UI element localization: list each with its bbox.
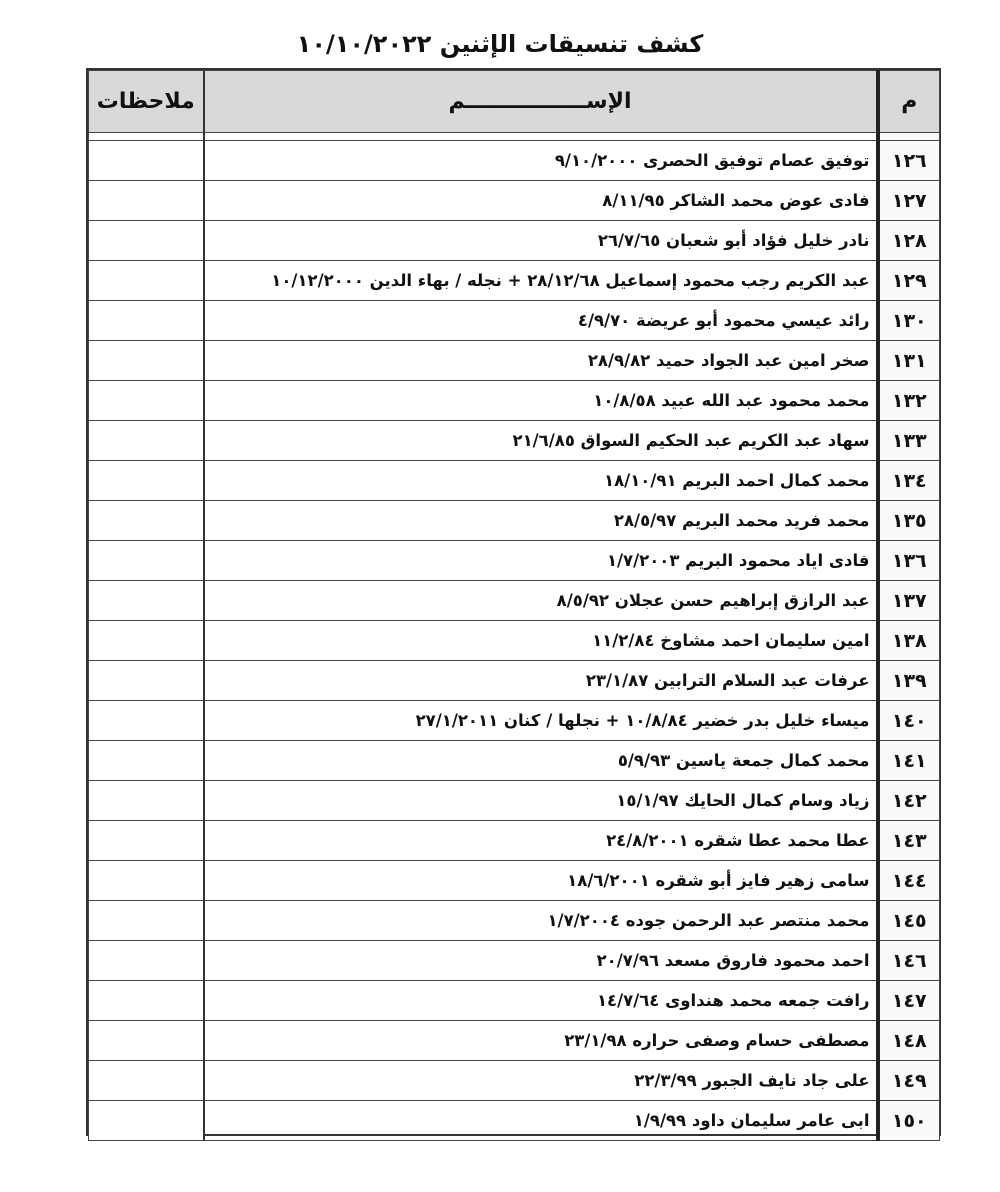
table-row: [89, 821, 940, 861]
row-notes: [89, 421, 204, 461]
table-row: [89, 381, 940, 421]
row-number: ١٣٦: [878, 541, 940, 581]
table-row: [89, 1061, 940, 1101]
row-name: امين سليمان احمد مشاوخ ١١/٢/٨٤: [204, 621, 878, 661]
row-number: ١٤٥: [878, 901, 940, 941]
row-number: ١٤٢: [878, 781, 940, 821]
table-row: [89, 461, 940, 501]
row-name: توفيق عصام توفيق الحصرى ٩/١٠/٢٠٠٠: [204, 141, 878, 181]
row-notes: [89, 221, 204, 261]
row-number: ١٢٨: [878, 221, 940, 261]
row-notes: [89, 381, 204, 421]
row-notes: [89, 581, 204, 621]
row-name: ابى عامر سليمان داود ١/٩/٩٩: [204, 1101, 878, 1141]
row-number: ١٣٥: [878, 501, 940, 541]
row-name: محمد محمود عبد الله عبيد ١٠/٨/٥٨: [204, 381, 878, 421]
roster-table: [88, 70, 940, 1141]
row-notes: [89, 1021, 204, 1061]
row-number: ١٢٦: [878, 141, 940, 181]
row-name: زياد وسام كمال الحايك ١٥/١/٩٧: [204, 781, 878, 821]
row-number: ١٢٧: [878, 181, 940, 221]
table-row: [89, 741, 940, 781]
column-header-number: م: [878, 71, 940, 133]
row-name: محمد فريد محمد البريم ٢٨/٥/٩٧: [204, 501, 878, 541]
row-notes: [89, 541, 204, 581]
row-number: ١٣٠: [878, 301, 940, 341]
table-row: [89, 341, 940, 381]
page-title: كشف تنسيقات الإثنين ١٠/١٠/٢٠٢٢: [296, 30, 704, 58]
roster-body: [89, 133, 940, 1141]
roster-sheet: [86, 68, 941, 1136]
row-notes: [89, 901, 204, 941]
row-notes: [89, 821, 204, 861]
table-row: [89, 701, 940, 741]
row-notes: [89, 981, 204, 1021]
row-name: على جاد نايف الجبور ٢٢/٣/٩٩: [204, 1061, 878, 1101]
table-row: [89, 501, 940, 541]
row-number: ١٣٧: [878, 581, 940, 621]
column-header-name: الإســــــــــــــــم: [204, 71, 878, 133]
table-row: [89, 1021, 940, 1061]
row-notes: [89, 661, 204, 701]
row-notes: [89, 181, 204, 221]
row-number: ١٣١: [878, 341, 940, 381]
row-name: سهاد عبد الكريم عبد الحكيم السواق ٢١/٦/٨٥: [204, 421, 878, 461]
table-row: [89, 621, 940, 661]
table-row: [89, 1101, 940, 1141]
row-name: رافت جمعه محمد هنداوى ١٤/٧/٦٤: [204, 981, 878, 1021]
row-name: محمد كمال جمعة ياسين ٥/٩/٩٣: [204, 741, 878, 781]
row-number: ١٤٦: [878, 941, 940, 981]
header-spacer: [89, 133, 940, 141]
table-row: [89, 141, 940, 181]
row-notes: [89, 1101, 204, 1141]
row-number: ١٤٩: [878, 1061, 940, 1101]
row-notes: [89, 781, 204, 821]
row-name: فادى اياد محمود البريم ١/٧/٢٠٠٣: [204, 541, 878, 581]
row-name: سامى زهير فايز أبو شقره ١٨/٦/٢٠٠١: [204, 861, 878, 901]
header-row: [89, 71, 940, 133]
row-notes: [89, 301, 204, 341]
row-number: ١٤٠: [878, 701, 940, 741]
table-row: [89, 181, 940, 221]
row-name: عرفات عبد السلام الترابين ٢٣/١/٨٧: [204, 661, 878, 701]
row-notes: [89, 141, 204, 181]
row-number: ١٣٣: [878, 421, 940, 461]
row-notes: [89, 861, 204, 901]
row-notes: [89, 941, 204, 981]
table-row: [89, 781, 940, 821]
row-number: ١٤٧: [878, 981, 940, 1021]
row-number: ١٥٠: [878, 1101, 940, 1141]
row-name: محمد منتصر عبد الرحمن جوده ١/٧/٢٠٠٤: [204, 901, 878, 941]
row-number: ١٣٨: [878, 621, 940, 661]
row-name: عطا محمد عطا شقره ٢٤/٨/٢٠٠١: [204, 821, 878, 861]
table-row: [89, 901, 940, 941]
row-number: ١٤٣: [878, 821, 940, 861]
column-header-notes: ملاحظات: [89, 71, 204, 133]
row-name: رائد عيسي محمود أبو عريضة ٤/٩/٧٠: [204, 301, 878, 341]
row-name: صخر امين عبد الجواد حميد ٢٨/٩/٨٢: [204, 341, 878, 381]
row-number: ١٣٢: [878, 381, 940, 421]
row-name: ميساء خليل بدر خضير ١٠/٨/٨٤ + نجلها / كنان ٢٧/١/٢٠١١: [204, 701, 878, 741]
row-name: عبد الكريم رجب محمود إسماعيل ٢٨/١٢/٦٨ + نجله / بهاء الدين ١٠/١٢/٢٠٠٠: [204, 261, 878, 301]
table-row: [89, 261, 940, 301]
row-notes: [89, 501, 204, 541]
row-number: ١٣٤: [878, 461, 940, 501]
table-row: [89, 941, 940, 981]
table-row: [89, 301, 940, 341]
table-row: [89, 861, 940, 901]
row-number: ١٣٩: [878, 661, 940, 701]
row-name: احمد محمود فاروق مسعد ٢٠/٧/٩٦: [204, 941, 878, 981]
table-row: [89, 581, 940, 621]
row-number: ١٤١: [878, 741, 940, 781]
row-notes: [89, 741, 204, 781]
row-notes: [89, 341, 204, 381]
row-number: ١٤٨: [878, 1021, 940, 1061]
row-notes: [89, 461, 204, 501]
row-notes: [89, 261, 204, 301]
row-number: ١٤٤: [878, 861, 940, 901]
row-notes: [89, 621, 204, 661]
table-row: [89, 221, 940, 261]
row-notes: [89, 701, 204, 741]
row-name: عبد الرازق إبراهيم حسن عجلان ٨/٥/٩٢: [204, 581, 878, 621]
row-name: نادر خليل فؤاد أبو شعبان ٢٦/٧/٦٥: [204, 221, 878, 261]
table-row: [89, 541, 940, 581]
row-name: محمد كمال احمد البريم ١٨/١٠/٩١: [204, 461, 878, 501]
table-row: [89, 421, 940, 461]
table-row: [89, 981, 940, 1021]
table-row: [89, 661, 940, 701]
row-notes: [89, 1061, 204, 1101]
row-number: ١٢٩: [878, 261, 940, 301]
row-name: فادى عوض محمد الشاكر ٨/١١/٩٥: [204, 181, 878, 221]
row-name: مصطفى حسام وصفى حراره ٢٣/١/٩٨: [204, 1021, 878, 1061]
